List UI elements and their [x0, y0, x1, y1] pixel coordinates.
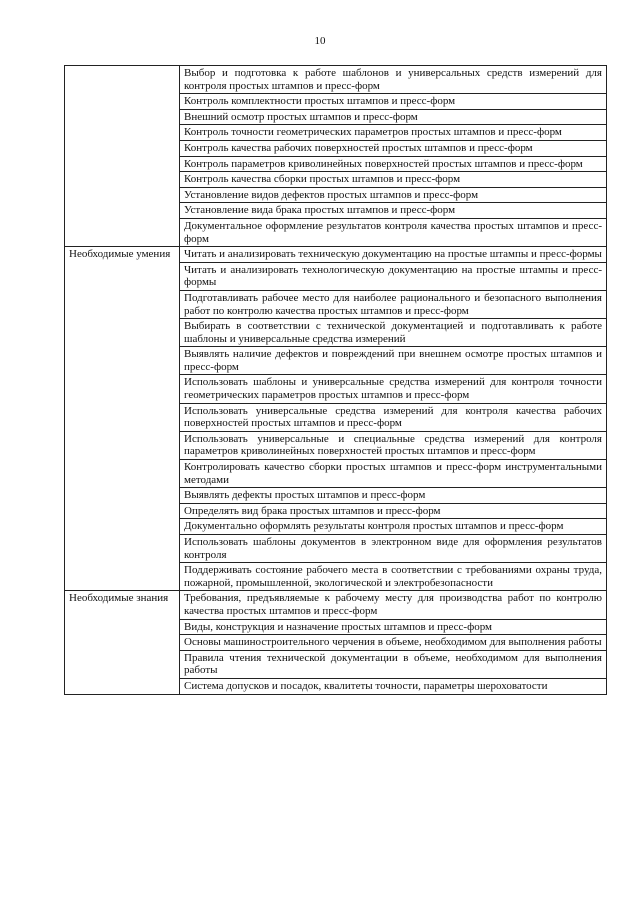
table-cell: Установление видов дефектов простых штампов и пресс-форм [180, 187, 607, 203]
table-cell: Система допусков и посадок, квалитеты точности, параметры шероховатости [180, 678, 607, 694]
table-cell: Читать и анализировать техническую документацию на простые штампы и пресс-формы [180, 247, 607, 263]
table-cell: Контроль параметров криволинейных поверхностей простых штампов и пресс-форм [180, 156, 607, 172]
table-cell: Определять вид брака простых штампов и пресс-форм [180, 503, 607, 519]
section-label [65, 66, 180, 247]
table-cell: Правила чтения технической документации в объеме, необходимом для выполнения работы [180, 650, 607, 678]
table-row [65, 66, 607, 94]
table-cell: Поддерживать состояние рабочего места в соответствии с требованиями охраны труда, пожарной, промышленной, экологической и электробезопасности [180, 563, 607, 591]
table-cell: Основы машиностроительного черчения в объеме, необходимом для выполнения работы [180, 635, 607, 651]
table-cell: Контроль качества рабочих поверхностей простых штампов и пресс-форм [180, 140, 607, 156]
section-label: Необходимые умения [65, 247, 180, 591]
table-cell: Контроль комплектности простых штампов и пресс-форм [180, 94, 607, 110]
table-cell: Использовать универсальные и специальные средства измерений для контроля параметров криволинейных поверхностей простых штампов и пресс-форм [180, 431, 607, 459]
table-cell: Документально оформлять результаты контроля простых штампов и пресс-форм [180, 519, 607, 535]
table-row [65, 591, 607, 619]
table-cell: Установление вида брака простых штампов и пресс-форм [180, 203, 607, 219]
table-cell: Требования, предъявляемые к рабочему месту для производства работ по контролю качества простых штампов и пресс-форм [180, 591, 607, 619]
table-cell: Выявлять наличие дефектов и повреждений при внешнем осмотре простых штампов и пресс-форм [180, 347, 607, 375]
table-cell: Использовать универсальные средства измерений для контроля качества рабочих поверхностей простых штампов и пресс-форм [180, 403, 607, 431]
table-cell: Контроль точности геометрических параметров простых штампов и пресс-форм [180, 125, 607, 141]
table-row [65, 247, 607, 263]
table-cell: Виды, конструкция и назначение простых штампов и пресс-форм [180, 619, 607, 635]
table-cell: Контролировать качество сборки простых штампов и пресс-форм инструментальными методами [180, 460, 607, 488]
table-cell: Документальное оформление результатов контроля качества простых штампов и пресс-форм [180, 218, 607, 246]
table-cell: Контроль качества сборки простых штампов и пресс-форм [180, 172, 607, 188]
table-cell: Выбор и подготовка к работе шаблонов и универсальных средств измерений для контроля простых штампов и пресс-форм [180, 66, 607, 94]
table-cell: Выявлять дефекты простых штампов и пресс-форм [180, 488, 607, 504]
labor-functions-table [64, 65, 607, 695]
table-cell: Внешний осмотр простых штампов и пресс-форм [180, 109, 607, 125]
table-body [65, 66, 607, 695]
page-number: 10 [314, 35, 326, 47]
table-cell: Подготавливать рабочее место для наиболее рационального и безопасного выполнения работ по контролю качества простых штампов и пресс-форм [180, 290, 607, 318]
table-cell: Использовать шаблоны и универсальные средства измерений для контроля точности геометрических параметров простых штампов и пресс-форм [180, 375, 607, 403]
table-cell: Читать и анализировать технологическую документацию на простые штампы и пресс-формы [180, 262, 607, 290]
table-cell: Выбирать в соответствии с технической документацией и подготавливать к работе шаблоны и универсальные средства измерений [180, 319, 607, 347]
section-label: Необходимые знания [65, 591, 180, 694]
table-cell: Использовать шаблоны документов в электронном виде для оформления результатов контроля [180, 535, 607, 563]
